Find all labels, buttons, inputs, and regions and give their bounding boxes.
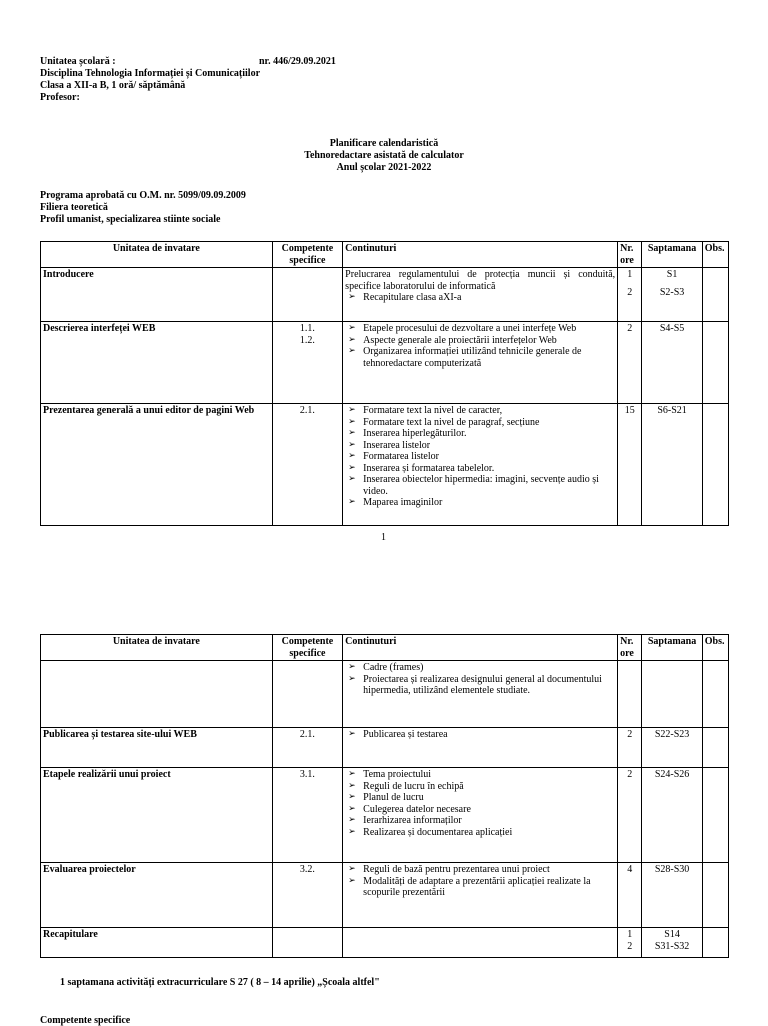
list-item: ➢ Inserarea hiperlegăturilor. <box>348 428 467 439</box>
header-week: Saptamana <box>642 635 702 661</box>
unit-cell: Recapitulare <box>41 928 273 958</box>
list-item: ➢ Publicarea și testarea <box>348 729 448 740</box>
list-item: ➢ Ierarhizarea informaților <box>348 815 462 826</box>
header-competences: Competente specifice <box>272 242 343 268</box>
contents-cell <box>343 322 618 404</box>
arrow-bullet-icon: ➢ <box>348 497 356 507</box>
header-competences: Competente specifice <box>272 635 343 661</box>
arrow-bullet-icon: ➢ <box>348 826 356 837</box>
hours-cell: 2 <box>618 322 642 404</box>
header-contents: Continuturi <box>343 635 618 661</box>
header-contents: Continuturi <box>343 242 618 268</box>
discipline-line: Disciplina Tehnologia Informației și Comunicațiilor <box>40 68 261 79</box>
week-cell: S14 S31-S32 <box>642 928 702 958</box>
contents-cell <box>343 268 618 322</box>
arrow-bullet-icon: ➢ <box>348 428 356 438</box>
header-hours: Nr. ore <box>618 242 642 268</box>
competences-cell: 1.1. 1.2. <box>272 322 343 404</box>
program-approval: Programa aprobată cu O.M. nr. 5099/09.09.2009 <box>40 190 246 201</box>
unit-cell: Etapele realizării unui proiect <box>41 768 273 863</box>
week-cell: S24-S26 <box>642 768 702 863</box>
competences-cell <box>272 661 343 728</box>
arrow-bullet-icon: ➢ <box>348 792 356 802</box>
arrow-bullet-icon: ➢ <box>348 334 356 345</box>
contents-cell <box>343 863 618 928</box>
contents-cell <box>343 404 618 526</box>
hours-cell: 15 <box>618 404 642 526</box>
competences-heading: Competente specifice <box>40 1015 131 1026</box>
list-item: ➢ Reguli de bază pentru prezentarea unui proiect <box>348 864 550 875</box>
extracurricular-note: 1 saptamana activități extracurriculare S 27 ( 8 – 14 aprilie) „Școala altfel" <box>60 977 380 988</box>
table-row <box>41 322 729 404</box>
obs-cell <box>702 322 728 404</box>
arrow-bullet-icon: ➢ <box>348 769 356 779</box>
table-row <box>41 728 729 768</box>
week-cell: S1 S2-S3 <box>642 268 702 322</box>
unit-cell: Introducere <box>41 268 273 322</box>
obs-cell <box>702 661 728 728</box>
arrow-bullet-icon: ➢ <box>348 416 356 427</box>
list-item: ➢ Formatarea listelor <box>348 451 439 462</box>
list-item: ➢ Inserarea obiectelor hipermedia: imagini, secvențe audio și video. <box>348 474 599 497</box>
school-year: Anul școlar 2021-2022 <box>336 162 432 173</box>
competences-cell: 3.1. <box>272 768 343 863</box>
obs-cell <box>702 863 728 928</box>
arrow-bullet-icon: ➢ <box>348 815 356 825</box>
arrow-bullet-icon: ➢ <box>348 875 356 886</box>
contents-cell <box>343 928 618 958</box>
competences-cell: 2.1. <box>272 404 343 526</box>
document-number: nr. 446/29.09.2021 <box>259 56 336 67</box>
contents-cell <box>343 661 618 728</box>
table-row <box>41 863 729 928</box>
competences-cell <box>272 268 343 322</box>
competences-cell <box>272 928 343 958</box>
arrow-bullet-icon: ➢ <box>348 439 356 450</box>
list-item: ➢ Modalități de adaptare a prezentării aplicației realizate la scopurile prezentării <box>348 875 591 898</box>
hours-cell <box>618 661 642 728</box>
contents-cell <box>343 728 618 768</box>
teacher-line: Profesor: <box>40 92 80 103</box>
list-item: ➢ Aspecte generale ale proiectării interfețelor Web <box>348 334 557 346</box>
list-item: ➢ Reguli de lucru în echipă <box>348 780 464 792</box>
table-row <box>41 268 729 322</box>
obs-cell <box>702 728 728 768</box>
table-row <box>41 404 729 526</box>
competences-cell: 3.2. <box>272 863 343 928</box>
obs-cell <box>702 928 728 958</box>
week-cell: S6-S21 <box>642 404 702 526</box>
week-cell: S22-S23 <box>642 728 702 768</box>
hours-cell: 2 <box>618 768 642 863</box>
unit-cell: Evaluarea proiectelor <box>41 863 273 928</box>
hours-cell: 2 <box>618 728 642 768</box>
list-item: ➢ Formatare text la nivel de paragraf, secțiune <box>348 416 540 428</box>
list-item: ➢ Planul de lucru <box>348 792 424 803</box>
list-item: ➢ Inserarea și formatarea tabelelor. <box>348 462 495 474</box>
list-item: ➢ Etapele procesului de dezvoltare a unei interfețe Web <box>348 323 577 334</box>
hours-cell: 1 2 <box>618 268 642 322</box>
hours-cell: 4 <box>618 863 642 928</box>
list-item: ➢ Tema proiectului <box>348 769 432 780</box>
obs-cell <box>702 268 728 322</box>
arrow-bullet-icon: ➢ <box>348 323 356 333</box>
arrow-bullet-icon: ➢ <box>348 451 356 461</box>
arrow-bullet-icon: ➢ <box>348 474 356 484</box>
program-track: Filiera teoretică <box>40 202 108 213</box>
unit-cell: Prezentarea generală a unui editor de pagini Web <box>41 404 273 526</box>
arrow-bullet-icon: ➢ <box>348 673 356 684</box>
week-cell: S28-S30 <box>642 863 702 928</box>
unit-cell: Descrierea interfeței WEB <box>41 322 273 404</box>
arrow-bullet-icon: ➢ <box>348 864 356 874</box>
arrow-bullet-icon: ➢ <box>348 346 356 356</box>
obs-cell <box>702 768 728 863</box>
header-hours: Nr. ore <box>618 635 642 661</box>
page-number: 1 <box>381 532 386 543</box>
hours-cell: 1 2 <box>618 928 642 958</box>
program-profile: Profil umanist, specializarea stiinte sociale <box>40 214 221 225</box>
table-row <box>41 928 729 958</box>
contents-cell <box>343 768 618 863</box>
table-header-row <box>41 242 729 268</box>
arrow-bullet-icon: ➢ <box>348 729 356 739</box>
arrow-bullet-icon: ➢ <box>348 780 356 791</box>
obs-cell <box>702 404 728 526</box>
list-item: ➢ Maparea imaginilor <box>348 497 443 508</box>
arrow-bullet-icon: ➢ <box>348 803 356 814</box>
document-title: Planificare calendaristică <box>329 138 439 149</box>
header-unit: Unitatea de invatare <box>41 242 273 268</box>
week-cell <box>642 661 702 728</box>
header-week: Saptamana <box>642 242 702 268</box>
planning-table-page2 <box>40 634 729 958</box>
week-cell: S4-S5 <box>642 322 702 404</box>
list-item: ➢ Inserarea listelor <box>348 439 431 451</box>
list-item: ➢ Proiectarea și realizarea designului general al documentului hipermedia, utilizând elementele studiate. <box>348 673 602 696</box>
header-obs: Obs. <box>702 635 728 661</box>
planning-table-page1 <box>40 241 729 526</box>
document-subtitle: Tehnoredactare asistată de calculator <box>304 150 464 161</box>
unit-cell <box>41 661 273 728</box>
intro-text: Prelucrarea regulamentului de protecția muncii și conduită, specifice laboratorului de informatică <box>345 269 616 292</box>
list-item: ➢ Organizarea informației utilizând tehnicile generale de tehnoredactare computerizată <box>348 346 582 369</box>
arrow-bullet-icon: ➢ <box>348 462 356 473</box>
arrow-bullet-icon: ➢ <box>348 292 356 302</box>
arrow-bullet-icon: ➢ <box>348 405 356 415</box>
list-item: ➢ Formatare text la nivel de caracter, <box>348 405 503 416</box>
unit-cell: Publicarea și testarea site-ului WEB <box>41 728 273 768</box>
table-row <box>41 768 729 863</box>
class-info-line: Clasa a XII-a B, 1 oră/ săptămână <box>40 80 186 91</box>
header-obs: Obs. <box>702 242 728 268</box>
table-row <box>41 661 729 728</box>
header-unit: Unitatea de invatare <box>41 635 273 661</box>
school-label: Unitatea școlară : <box>40 56 116 67</box>
list-item: ➢ Cadre (frames) <box>348 662 424 673</box>
arrow-bullet-icon: ➢ <box>348 662 356 672</box>
list-item: ➢ Realizarea și documentarea aplicației <box>348 826 513 838</box>
list-item: ➢ Culegerea datelor necesare <box>348 803 471 815</box>
competences-cell: 2.1. <box>272 728 343 768</box>
table-header-row <box>41 635 729 661</box>
list-item: ➢ Recapitulare clasa aXI-a <box>348 292 462 303</box>
